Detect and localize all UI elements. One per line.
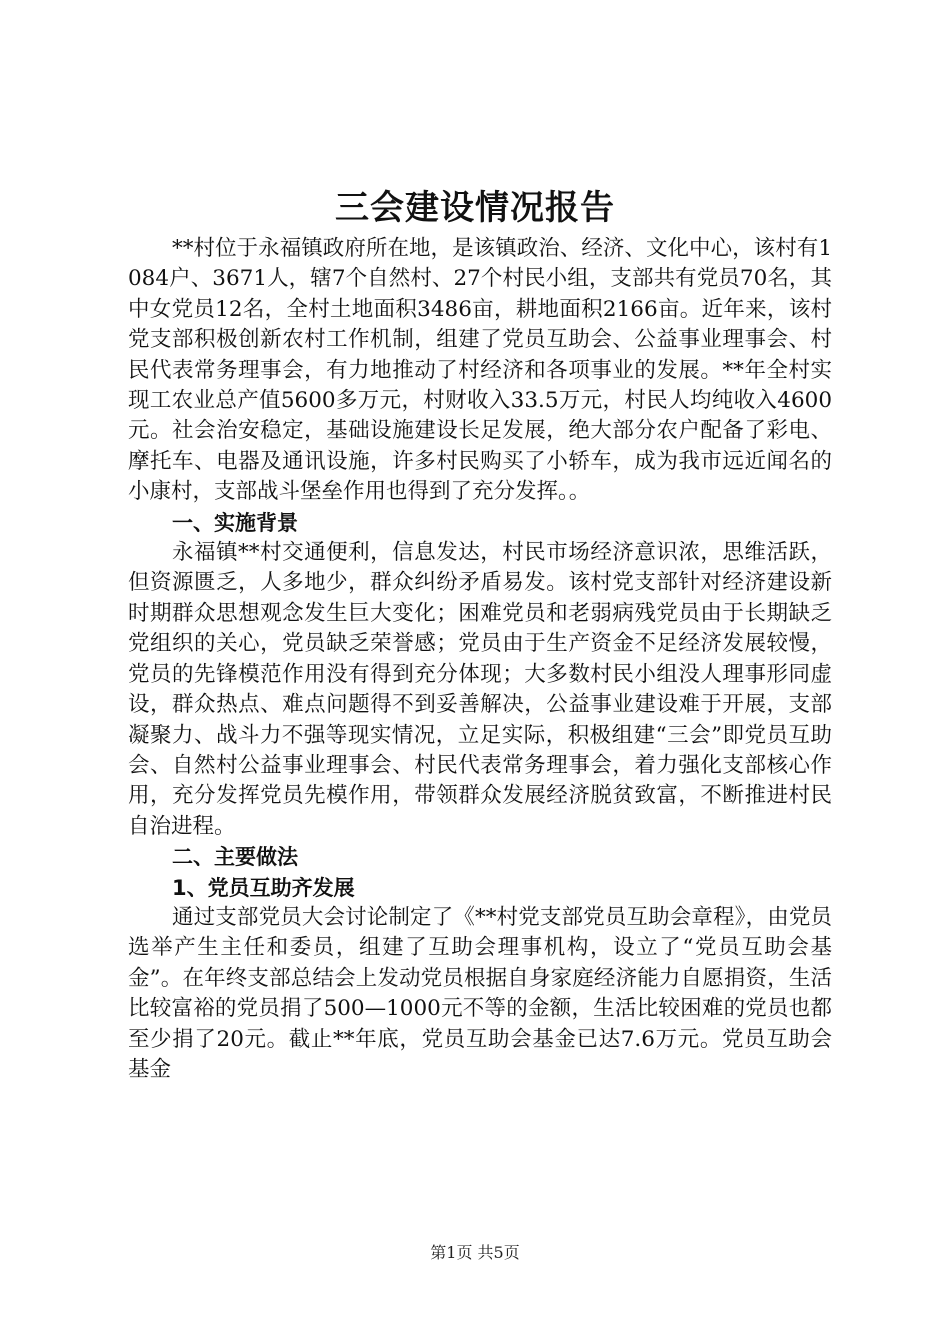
document-body — [128, 234, 832, 1085]
paragraph-background: 永福镇**村交通便利，信息发达，村民市场经济意识浓，思维活跃，但资源匮乏，人多地少，群众纠纷矛盾易发。该村党支部针对经济建设新时期群众思想观念发生巨大变化；困难党员和老弱病残党员由于长期缺乏党组织的关心，党员缺乏荣誉感；党员由于生产资金不足经济发展较慢，党员的先锋模范作用没有得到充分体现；大多数村民小组没人理事形同虚设，群众热点、难点问题得不到妥善解决，公益事业建设难于开展，支部凝聚力、战斗力不强等现实情况，立足实际，积极组建“三会”即党员互助会、自然村公益事业理事会、村民代表常务理事会，着力强化支部核心作用，充分发挥党员先模作用，带领群众发展经济脱贫致富，不断推进村民自治进程。 — [128, 540, 832, 839]
page-footer: 第1页 共5页 — [430, 1243, 520, 1262]
heading-background: 一、实施背景 — [172, 510, 298, 535]
heading-main-practices: 二、主要做法 — [172, 845, 298, 870]
heading-mutual-aid: 1、党员互助齐发展 — [172, 875, 355, 900]
paragraph-mutual-aid: 通过支部党员大会讨论制定了《**村党支部党员互助会章程》，由党员选举产生主任和委员，组建了互助会理事机构，设立了“党员互助会基金”。在年终支部总结会上发动党员根据自身家庭经济能力自愿捐资，生活比较富裕的党员捐了500—1000元不等的金额，生活比较困难的党员也都至少捐了20元。截止**年底，党员互助会基金已达7.6万元。党员互助会基金 — [128, 904, 832, 1082]
paragraph-intro: **村位于永福镇政府所在地，是该镇政治、经济、文化中心，该村有1084户、3671人，辖7个自然村、27个村民小组，支部共有党员70名，其中女党员12名，全村土地面积3486亩，耕地面积2166亩。近年来，该村党支部积极创新农村工作机制，组建了党员互助会、公益事业理事会、村民代表常务理事会，有力地推动了村经济和各项事业的发展。**年全村实现工农业总产值5600多万元，村财收入33.5万元，村民人均纯收入4600元。社会治安稳定，基础设施建设长足发展，绝大部分农户配备了彩电、摩托车、电器及通讯设施，许多村民购买了小轿车，成为我市远近闻名的小康村，支部战斗堡垒作用也得到了充分发挥。。 — [128, 236, 832, 505]
document-title: 三会建设情况报告 — [335, 188, 615, 228]
